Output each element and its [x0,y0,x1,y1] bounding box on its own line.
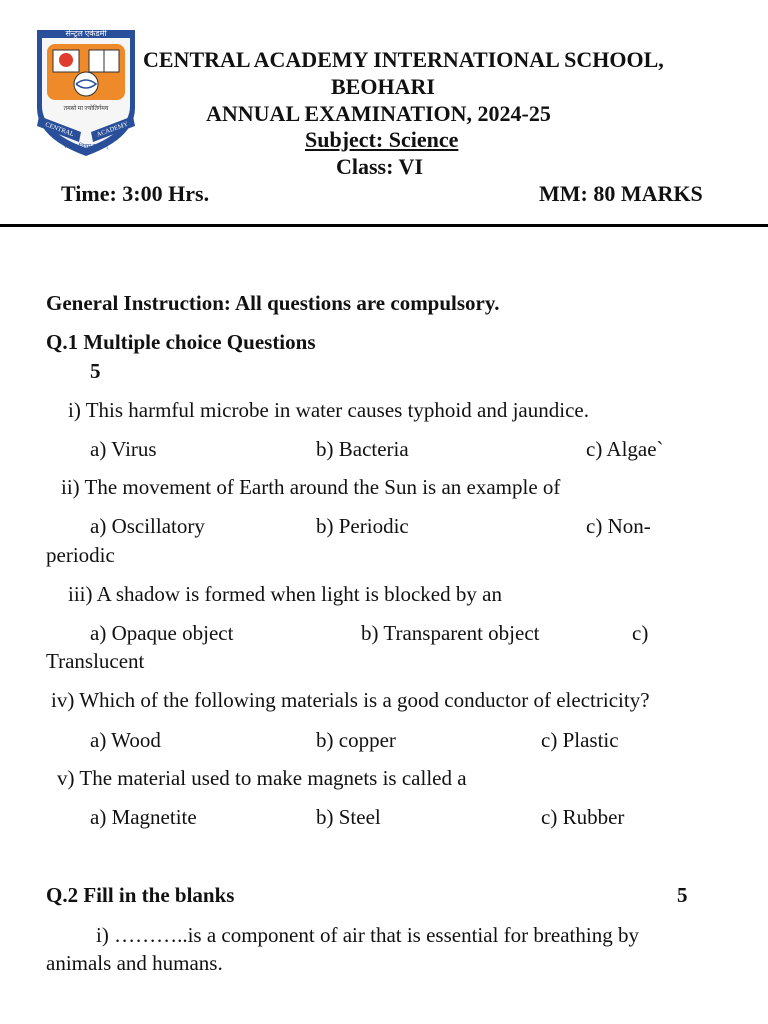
q1-item3-stem: iii) A shadow is formed when light is blocked by an [68,582,502,606]
school-logo [33,20,139,160]
q2-item1-line2: animals and humans. [46,951,223,975]
class: Class: VI [336,154,424,179]
q1-item2-option-c: c) Non- [586,514,651,538]
logo-banner-left: CENTRAL [44,121,75,139]
q1-item5-stem: v) The material used to make magnets is called a [57,766,467,790]
q1-item2-option-a: a) Oscillatory [90,514,205,538]
q2-item1-line1: i) ………..is a component of air that is essential for breathing by [96,923,639,947]
q1-item2-option-c-cont: periodic [46,543,115,567]
q1-item1-option-a: a) Virus [90,437,157,461]
subject: Subject: Science [305,127,459,152]
q1-item3-option-c-cont: Translucent [46,649,145,673]
q1-item1-option-b: b) Bacteria [316,437,409,461]
q1-item4-option-c: c) Plastic [541,728,619,752]
q1-item5-option-c: c) Rubber [541,805,625,829]
logo-top-text: सेन्ट्रल एकेडमी [65,29,107,38]
q1-item3-option-b: b) Transparent object [361,621,540,645]
time: Time: 3:00 Hrs. [61,181,210,206]
logo-motto: तमसो मा ज्योतिर्गमय [63,106,109,112]
q1-item1-stem: i) This harmful microbe in water causes typhoid and jaundice. [68,398,589,422]
max-marks: MM: 80 MARKS [539,181,703,206]
q1-item2-option-b: b) Periodic [316,514,409,538]
header-divider [0,224,768,227]
q1-item5-option-a: a) Magnetite [90,805,197,829]
q1-item4-option-b: b) copper [316,728,396,752]
school-name-line2: BEOHARI [331,74,435,99]
general-instruction: General Instruction: All questions are compulsory. [46,291,500,315]
q1-item5-option-b: b) Steel [316,805,381,829]
q1-title: Q.1 Multiple choice Questions [46,330,316,354]
school-name-line1: CENTRAL ACADEMY INTERNATIONAL SCHOOL, [143,47,664,72]
q2-marks: 5 [677,883,688,907]
q1-item3-option-c: c) [632,621,649,645]
q1-item1-option-c: c) Algae` [586,437,664,461]
q1-item2-stem: ii) The movement of Earth around the Sun is an example of [61,475,561,499]
exam-title: ANNUAL EXAMINATION, 2024-25 [206,101,551,126]
logo-bottom-text: सत्यम् शिवम् सुन्दरम् [64,144,108,150]
q2-title: Q.2 Fill in the blanks [46,883,235,907]
logo-banner-right: ACADEMY [95,120,130,139]
q1-item4-stem: iv) Which of the following materials is a good conductor of electricity? [51,688,650,712]
q1-marks: 5 [90,359,101,383]
q1-item3-option-a: a) Opaque object [90,621,234,645]
q1-item4-option-a: a) Wood [90,728,161,752]
